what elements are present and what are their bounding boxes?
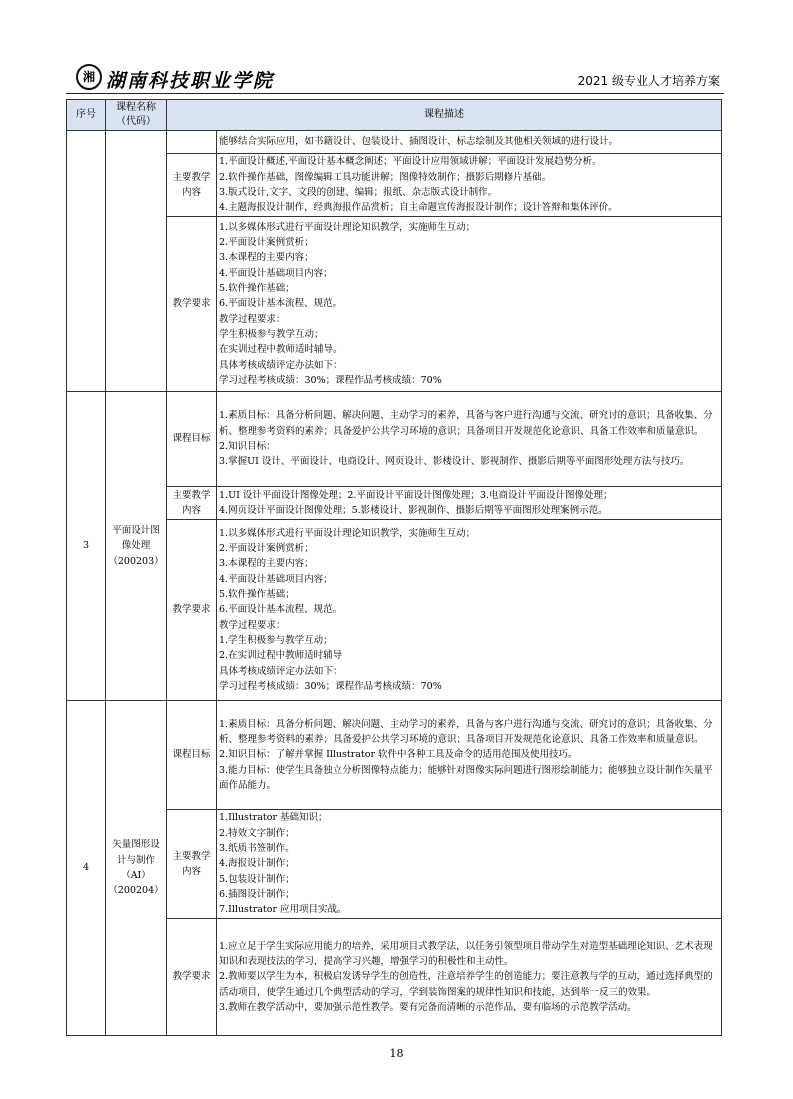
list-item: 3.本课程的主要内容； bbox=[219, 252, 314, 264]
table-row bbox=[67, 701, 722, 810]
header-name: 课程名称（代码） bbox=[106, 100, 167, 131]
course-4-no: 4 bbox=[67, 701, 106, 1036]
list-item: 具体考核成绩评定办法如下： bbox=[219, 665, 343, 677]
page-header bbox=[66, 64, 724, 96]
course-4-content bbox=[217, 810, 722, 919]
list-item: 2.知识目标：了解并掌握 Illustrator 软件中各种工具及命令的适用范围及使用技巧。 bbox=[219, 749, 578, 761]
list-item: 1.UI 设计平面设计图像处理；2.平面设计平面设计图像处理；3.电商设计平面设计图像处理； bbox=[219, 489, 613, 501]
list-item: 1.Illustrator 基础知识； bbox=[219, 812, 328, 824]
list-item: 3.纸质书签制作。 bbox=[219, 843, 295, 855]
course-3-goal-label: 课程目标 bbox=[167, 392, 217, 487]
school-name-logo: 湖南科技职业学院 bbox=[106, 70, 275, 92]
course-4-goal-label: 课程目标 bbox=[167, 701, 217, 810]
course-4-content-label: 主要教学内容 bbox=[167, 810, 217, 919]
list-item: 2.知识目标： bbox=[219, 441, 276, 452]
course-3-content-label: 主要教学内容 bbox=[167, 487, 217, 520]
list-item: 1.以多媒体形式进行平面设计理论知识教学，实施师生互动； bbox=[219, 221, 476, 233]
plan-title: 2021 级专业人才培养方案 bbox=[577, 74, 720, 88]
list-item: 学习过程考核成绩：30%；课程作品考核成绩：70% bbox=[219, 680, 442, 692]
list-item: 1.应立足于学生实际应用能力的培养，采用项目式教学法，以任务引领型项目带动学生对造型基础理论知识、艺术表现知识和表现技法的学习，提高学习兴趣，增强学习的积极性和主动性。 bbox=[219, 940, 713, 968]
list-item: 在实训过程中教师适时辅导。 bbox=[219, 344, 343, 356]
list-item: 1.素质目标：具备分析问题、解决问题、主动学习的素养，具备与客户进行沟通与交流、研究讨的意识；具备收集、分析、整理参考资料的素养；具备爱护公共学习环境的意识；具备项目开发规范化论意识、具备工作效率和质量意识。 bbox=[219, 718, 713, 746]
list-item: 4.平面设计基础项目内容； bbox=[219, 573, 333, 585]
list-item: 学生积极参与教学互动； bbox=[219, 328, 324, 340]
course-table bbox=[66, 99, 722, 1036]
course-3-goal bbox=[217, 392, 722, 487]
course-4-req-label: 教学要求 bbox=[167, 919, 217, 1036]
list-item: 5.软件操作基础； bbox=[219, 589, 295, 601]
course-3-req bbox=[217, 520, 722, 701]
list-item: 7.Illustrator 应用项目实战。 bbox=[219, 904, 347, 916]
cont-content-label: 主要教学内容 bbox=[167, 154, 217, 217]
page-number: 18 bbox=[389, 1047, 404, 1060]
list-item: 教学过程要求： bbox=[219, 619, 286, 631]
list-item: 6.插图设计制作； bbox=[219, 888, 295, 900]
list-item: 6.平面设计基本流程、规范。 bbox=[219, 604, 343, 616]
list-item: 2.软件操作基础，图像编辑工具功能讲解；图像特效制作；摄影后期修片基础。 bbox=[219, 171, 552, 183]
list-item: 6.平面设计基本流程、规范。 bbox=[219, 298, 343, 310]
list-item: 2.平面设计案例赏析； bbox=[219, 237, 314, 249]
list-item: 3.掌握UI 设计、平面设计、电商设计、网页设计、影楼设计、影视制作、摄影后期等平面图形处理方法与技巧。 bbox=[219, 456, 690, 468]
course-3-no: 3 bbox=[67, 392, 106, 701]
course-3-req-label: 教学要求 bbox=[167, 520, 217, 701]
course-4-name: 矢量图形设计与制作（AI）（200204） bbox=[106, 701, 167, 1036]
table-header-row bbox=[67, 100, 722, 131]
header-no: 序号 bbox=[67, 100, 106, 131]
course-4-goal bbox=[217, 701, 722, 810]
list-item: 3.能力目标：使学生具备独立分析图像特点能力；能够针对图像实际问题进行图形绘制能力；能够独立设计制作矢量平面作品能力。 bbox=[219, 764, 713, 791]
list-item: 学习过程考核成绩：30%；课程作品考核成绩：70% bbox=[219, 374, 442, 386]
list-item: 2.在实训过程中教师适时辅导 bbox=[219, 650, 343, 662]
list-item: 1.素质目标：具备分析问题、解决问题、主动学习的素养，具备与客户进行沟通与交流、研究讨的意识；具备收集、分析、整理参考资料的素养；具备爱护公共学习环境的意识；具备项目开发规范化论意识、具备工作效率和质量意识。 bbox=[219, 410, 713, 437]
list-item: 3.版式设计,文字、文段的创建、编辑；报纸、杂志版式设计制作。 bbox=[219, 187, 498, 198]
cont-name-cell bbox=[106, 131, 167, 392]
cont-no-cell bbox=[67, 131, 106, 392]
table-row bbox=[67, 131, 722, 154]
list-item: 1.以多媒体形式进行平面设计理论知识教学，实施师生互动； bbox=[219, 527, 476, 539]
table-row bbox=[67, 392, 722, 487]
course-3-name: 平面设计图像处理（200203） bbox=[106, 392, 167, 701]
list-item: 1.平面设计概述,平面设计基本概念阐述；平面设计应用领域讲解；平面设计发展趋势分析。 bbox=[219, 156, 602, 168]
cont-intro-label-cell bbox=[167, 131, 217, 154]
cont-req bbox=[217, 217, 722, 392]
cont-req-label: 教学要求 bbox=[167, 217, 217, 392]
list-item: 4.主题海报设计制作，经典海报作品赏析；自主命题宣传海报设计制作；设计答辩和集体评价。 bbox=[219, 202, 618, 214]
list-item: 具体考核成绩评定办法如下： bbox=[219, 359, 343, 371]
list-item: 2.平面设计案例赏析； bbox=[219, 543, 314, 555]
list-item: 5.包装设计制作； bbox=[219, 873, 295, 885]
list-item: 4.海报设计制作； bbox=[219, 858, 295, 870]
list-item: 教学过程要求： bbox=[219, 313, 286, 325]
list-item: 4.网页设计平面设计图像处理；5.影楼设计、影视制作、摄影后期等平面图形处理案例示范。 bbox=[219, 505, 608, 516]
list-item: 2.教师要以学生为本，积极启发诱导学生的创造性，注意培养学生的创造能力；要注意教与学的互动，通过选择典型的活动项目，使学生通过几个典型活动的学习，学到装饰图案的规律性知识和技能，达到举一反三的效果。 bbox=[219, 971, 713, 998]
header-desc: 课程描述 bbox=[167, 100, 722, 131]
list-item: 2.特效文字制作； bbox=[219, 827, 295, 839]
list-item: 1.学生积极参与教学互动； bbox=[219, 634, 333, 646]
course-4-req bbox=[217, 919, 722, 1036]
list-item: 4.平面设计基础项目内容； bbox=[219, 267, 333, 279]
course-3-content bbox=[217, 487, 722, 520]
school-logo: 湘 bbox=[76, 64, 102, 90]
cont-content bbox=[217, 154, 722, 217]
list-item: 3.教师在教学活动中，要加强示范性教学。要有完备而清晰的示范作品，要有临场的示范教学活动。 bbox=[219, 1001, 637, 1013]
list-item: 5.软件操作基础； bbox=[219, 283, 295, 295]
header-divider bbox=[66, 93, 724, 94]
cont-intro: 能够结合实际应用，如书籍设计、包装设计、插图设计、标志绘制及其他相关领域的进行设计。 bbox=[217, 131, 722, 154]
list-item: 3.本课程的主要内容； bbox=[219, 558, 314, 570]
